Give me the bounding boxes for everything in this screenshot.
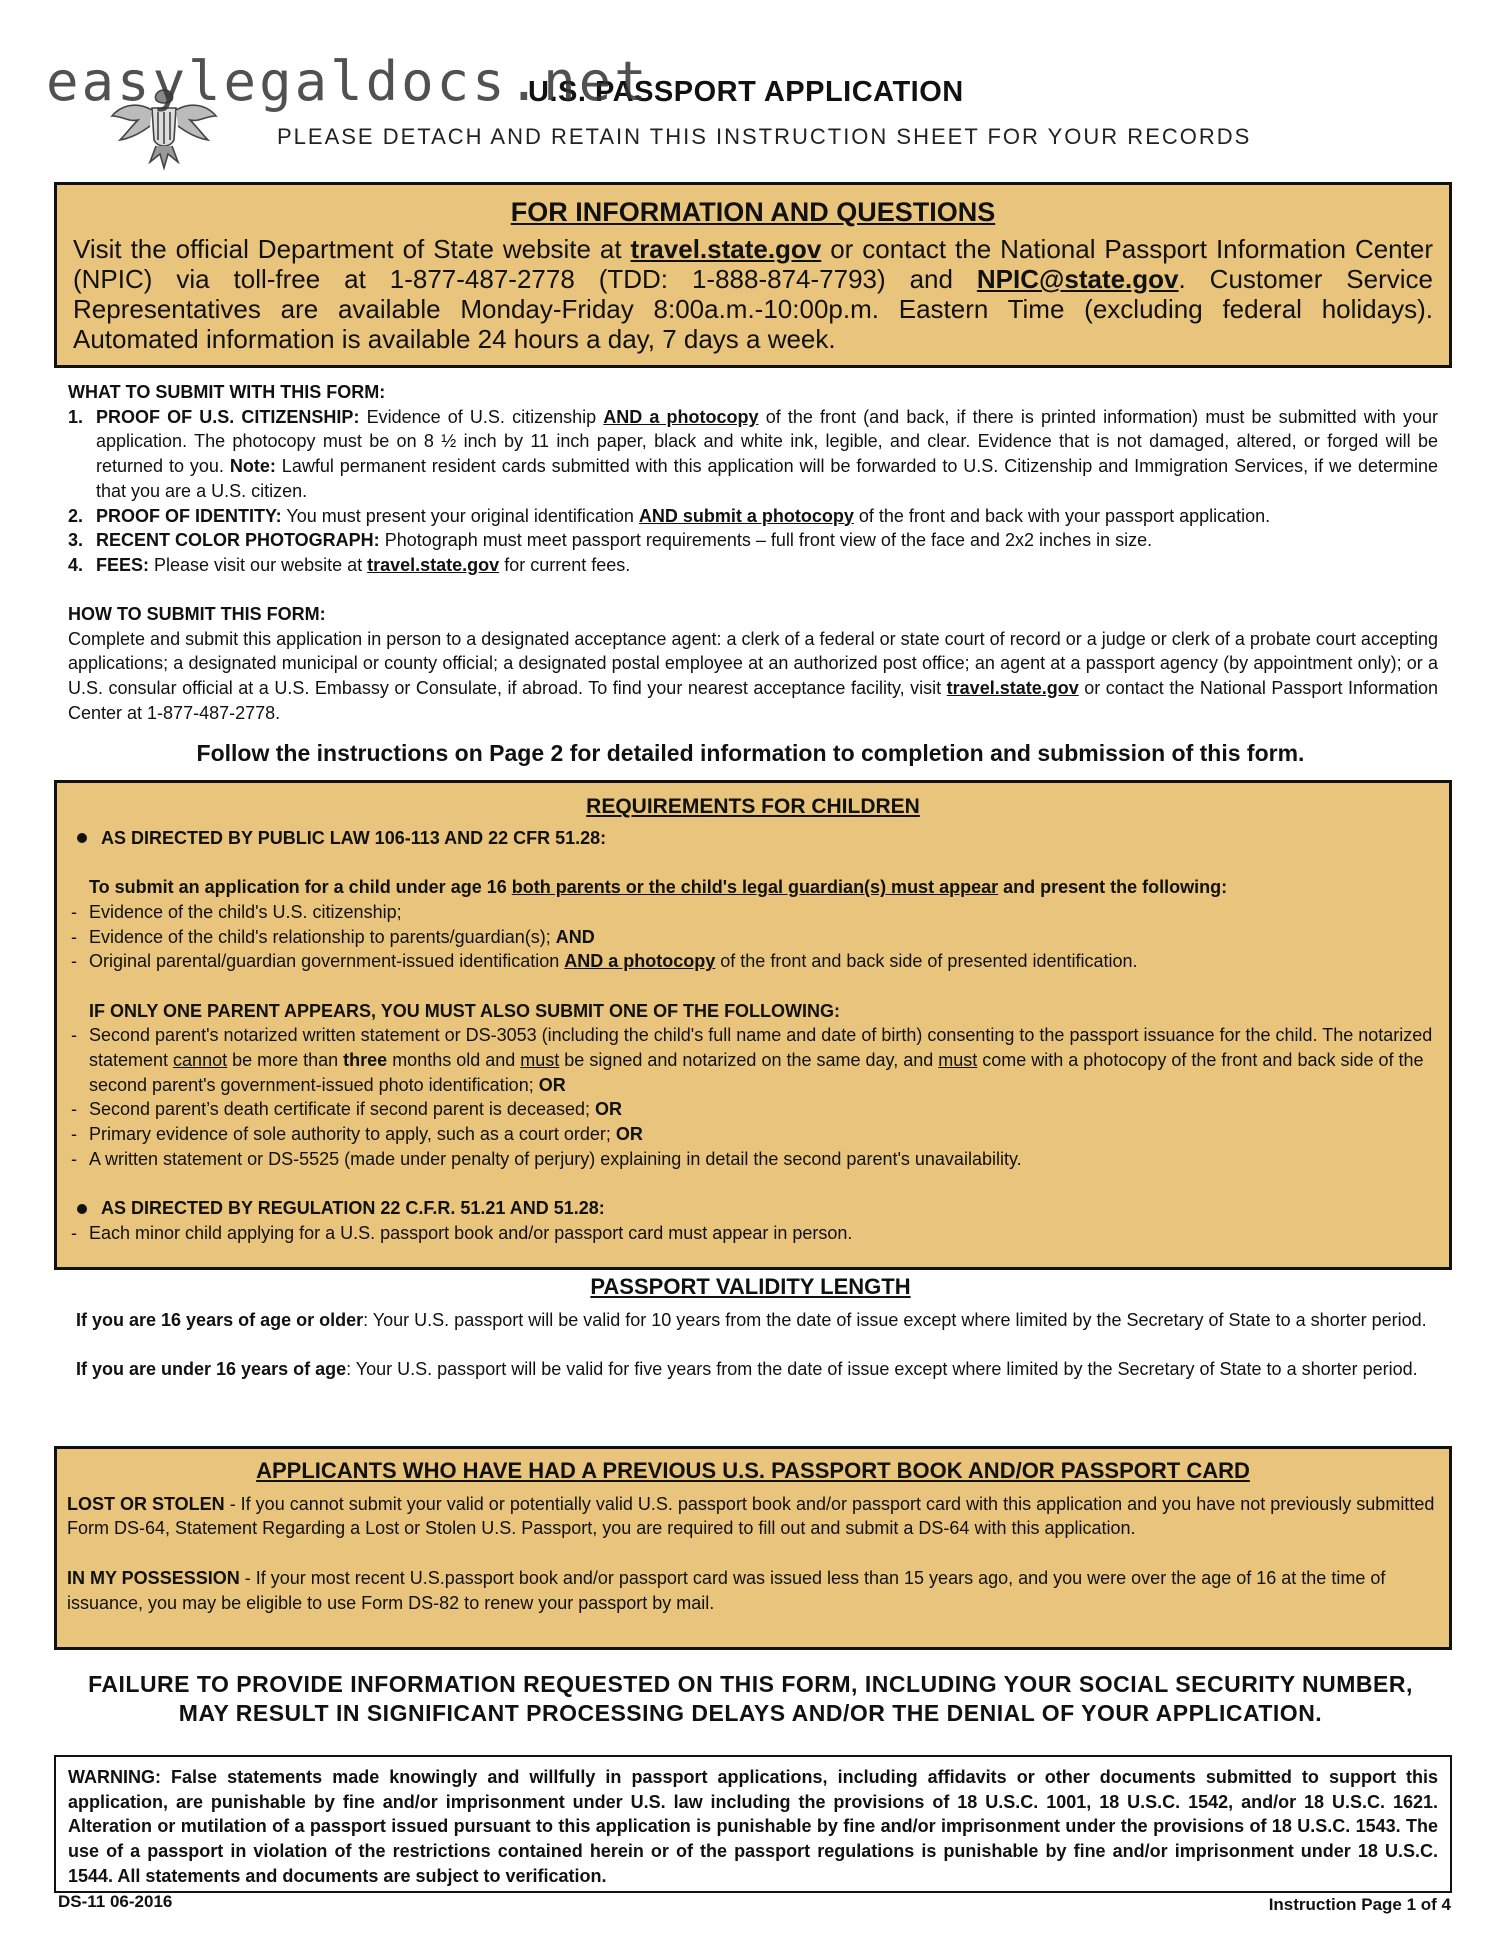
warning-box: WARNING: False statements made knowingly and willfully in passport applications, including affidavits or other documents submitted to support this application, are punishable by fine and/or imprisonment under U.S. law including the provisions of 18 U.S.C. 1001, 18 U.S.C. 1542, and/or 18 U.S.C. 1621. Alteration or mutilation of a passport issued pursuant to this application is punishable by fine and/or imprisonment under the provisions of 18 U.S.C. 1543. The use of a passport in violation of the restrictions contained herein or of the passport regulations is punishable by fine and/or imprisonment under 18 U.S.C. 1544. All statements and documents are subject to verification. xyxy=(54,1755,1452,1893)
list-item: 2. PROOF OF IDENTITY: You must present your original identification AND submit a photocopy of the front and back with your passport application. xyxy=(68,505,1271,526)
page-subtitle: PLEASE DETACH AND RETAIN THIS INSTRUCTION SHEET FOR YOUR RECORDS xyxy=(277,124,1252,149)
validity-adult: If you are 16 years of age or older: Your U.S. passport will be valid for 10 years from the date of issue except where limited by the Secretary of State to a shorter period. xyxy=(76,1310,1427,1330)
what-to-submit-heading: WHAT TO SUBMIT WITH THIS FORM: xyxy=(68,382,386,402)
info-box xyxy=(54,182,1452,368)
sub-heading: To submit an application for a child under age 16 both parents or the child's legal guardian(s) must appear and present the following: xyxy=(89,877,1228,898)
how-to-submit-heading: HOW TO SUBMIT THIS FORM: xyxy=(68,604,326,624)
list-item: 4. FEES: Please visit our website at travel.state.gov for current fees. xyxy=(68,554,631,575)
page-number: Instruction Page 1 of 4 xyxy=(1268,1895,1451,1914)
list-item: - Original parental/guardian government-issued identification AND a photocopy of the front and back side of presented identification. xyxy=(71,951,1138,972)
validity-minor: If you are under 16 years of age: Your U.S. passport will be valid for five years from the date of issue except where limited by the Secretary of State to a shorter period. xyxy=(76,1359,1418,1380)
list-item: - Evidence of the child's U.S. citizenship; xyxy=(71,901,402,922)
watermark: easylegaldocs.net xyxy=(46,50,650,113)
list-item: - Second parent’s death certificate if second parent is deceased; OR xyxy=(71,1099,622,1120)
list-item: - A written statement or DS-5525 (made under penalty of perjury) explaining in detail the second parent's unavailability. xyxy=(71,1148,1022,1169)
validity-heading: PASSPORT VALIDITY LENGTH xyxy=(590,1274,911,1299)
list-item: - Each minor child applying for a U.S. passport book and/or passport card must appear in person. xyxy=(71,1222,853,1243)
previous-heading: APPLICANTS WHO HAVE HAD A PREVIOUS U.S. PASSPORT BOOK AND/OR PASSPORT CARD xyxy=(256,1458,1250,1483)
info-heading: FOR INFORMATION AND QUESTIONS xyxy=(510,197,996,227)
npic-email-link[interactable]: NPIC@state.gov xyxy=(976,264,1179,294)
children-requirements-box xyxy=(54,780,1452,1270)
form-id: DS-11 06-2016 xyxy=(58,1892,173,1911)
how-to-submit-text: Complete and submit this application in person to a designated acceptance agent: a clerk of a federal or state court of record or a judge or clerk of a probate court accepting applications; a designated municipal or county official; a designated postal employee at an authorized post office; an agent at a passport agency (by appointment only); or a U.S. consular official at a U.S. Embassy or Consulate, if abroad. To find your nearest acceptance facility, visit travel.state.gov or contact the National Passport Information Center at 1-877-487-2778. xyxy=(68,628,1439,723)
how-to-submit-section xyxy=(68,602,1438,726)
sub-heading: IF ONLY ONE PARENT APPEARS, YOU MUST ALSO SUBMIT ONE OF THE FOLLOWING: xyxy=(89,1000,841,1021)
bullet-heading: AS DIRECTED BY PUBLIC LAW 106-113 AND 22 CFR 51.28: xyxy=(71,826,1435,851)
previous-passport-box xyxy=(54,1446,1452,1650)
validity-section xyxy=(76,1308,1440,1382)
in-possession-text: IN MY POSSESSION - If your most recent U.S.passport book and/or passport card was issued less than 15 years ago, and you were over the age of 16 at the time of issuance, you may be eligible to use Form DS-82 to renew your passport by mail. xyxy=(67,1567,1386,1613)
travel-state-link[interactable]: travel.state.gov xyxy=(946,678,1079,699)
page-title: U.S. PASSPORT APPLICATION xyxy=(528,76,964,108)
list-item: 1. PROOF OF U.S. CITIZENSHIP: Evidence of U.S. citizenship AND a photocopy of the front (and back, if there is printed information) must be submitted with your application. The photocopy must be on 8 ½ inch by 11 inch paper, black and white ink, legible, and clear. Evidence that is not damaged, altered, or forged will be returned to you. Note: Lawful permanent resident cards submitted with this application will be forwarded to U.S. Citizenship and Immigration Services, if we determine that you are a U.S. citizen. xyxy=(68,406,1438,501)
children-heading: REQUIREMENTS FOR CHILDREN xyxy=(586,795,920,818)
travel-state-link[interactable]: travel.state.gov xyxy=(367,554,500,575)
lost-stolen-text: LOST OR STOLEN - If you cannot submit your valid or potentially valid U.S. passport book and/or passport card with this application and you have not previously submitted Form DS-64, Statement Regarding a Lost or Stolen U.S. Passport, you are required to fill out and submit a DS-64 with this application. xyxy=(67,1493,1435,1539)
follow-instructions: Follow the instructions on Page 2 for detailed information to completion and submission of this form. xyxy=(196,740,1305,766)
failure-notice: FAILURE TO PROVIDE INFORMATION REQUESTED ON THIS FORM, INCLUDING YOUR SOCIAL SECURITY NUMBER, MAY RESULT IN SIGNIFICANT PROCESSING DELAYS AND/OR THE DENIAL OF YOUR APPLICATION. xyxy=(88,1671,1413,1726)
travel-state-link[interactable]: travel.state.gov xyxy=(630,234,822,264)
info-text: Visit the official Department of State website at travel.state.gov or contact the National Passport Information Center (NPIC) via toll-free at 1-877-487-2778 (TDD: 1-888-874-7793) and NPIC@state.gov. Customer Service Representatives are available Monday-Friday 8:00a.m.-10:00p.m. Eastern Time (excluding federal holidays). Automated information is available 24 hours a day, 7 days a week. xyxy=(73,234,1433,354)
list-item: - Primary evidence of sole authority to apply, such as a court order; OR xyxy=(71,1124,643,1145)
list-item: 3. RECENT COLOR PHOTOGRAPH: Photograph must meet passport requirements – full front view of the face and 2x2 inches in size. xyxy=(68,530,1153,551)
list-item: - Evidence of the child's relationship to parents/guardian(s); AND xyxy=(71,926,595,947)
list-item: - Second parent's notarized written statement or DS-3053 (including the child's full name and date of birth) consenting to the passport issuance for the child. The notarized statement cannot be more than three months old and must be signed and notarized on the same day, and must come with a photocopy of the front and back side of the second parent's government-issued photo identification; OR xyxy=(71,1025,1433,1095)
bullet-heading: AS DIRECTED BY REGULATION 22 C.F.R. 51.21 AND 51.28: xyxy=(71,1196,1435,1221)
what-to-submit-section xyxy=(68,380,1438,578)
